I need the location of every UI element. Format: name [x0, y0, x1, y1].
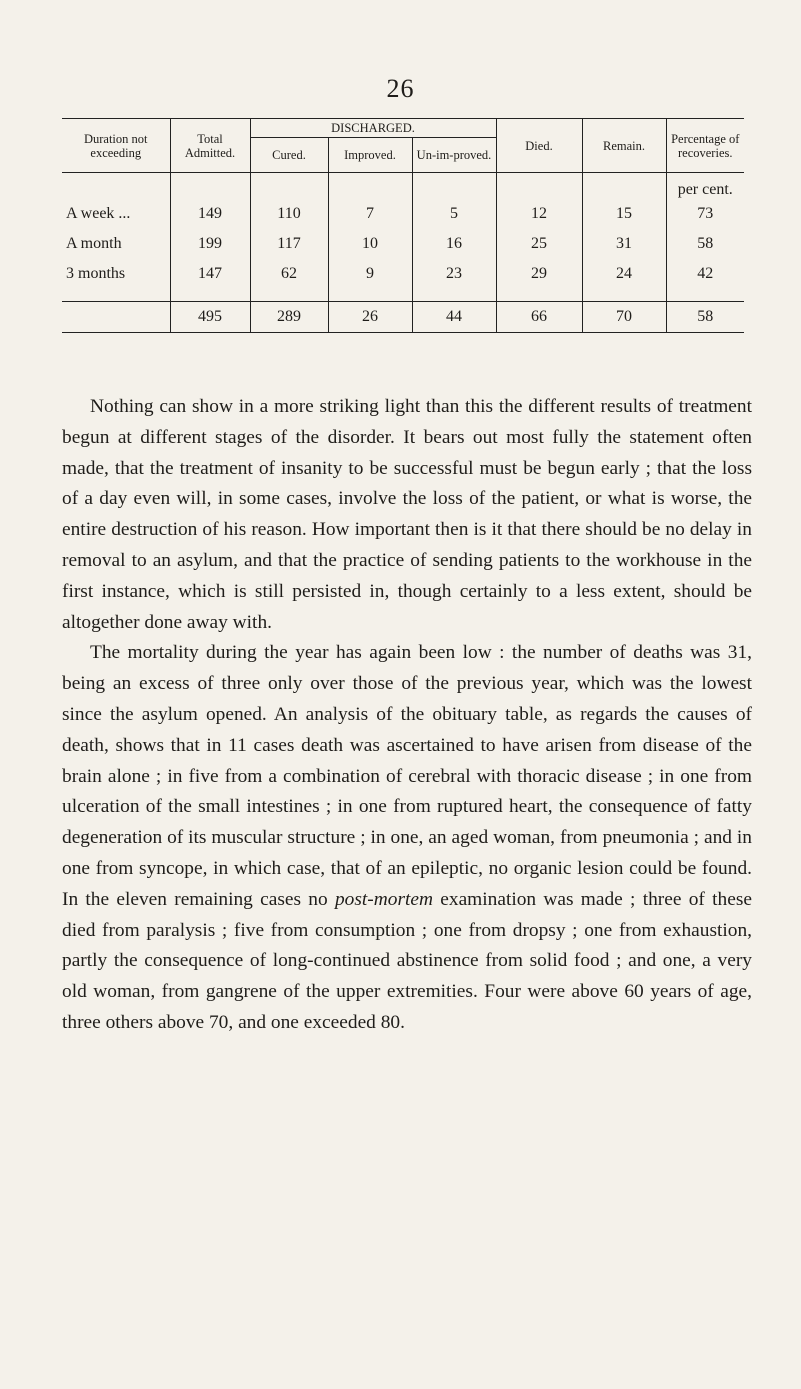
- cell-percentage: 58: [697, 235, 714, 252]
- header-duration: Duration not exceeding: [62, 119, 170, 173]
- mortality-text-before: The mortality during the year has again been low : the number of deaths was 31, being an excess of three only over those of the previous year, which was the lowest since the asylum opened. An analysis of the obituary table, as regards the causes of death, shows that in 11 cases death was ascertained to have arisen from disease of the brain alone ; in five from a combination of cerebral with thoracic disease ; in one from ulceration of the small intestines ; in one from ruptured heart, the consequence of fatty degeneration of its muscular structure ; in one, an aged woman, from pneumonia ; and in one from syncope, in which case, that of an epileptic, no organic lesion could be found. In the eleven remaining cases no: [62, 642, 752, 910]
- header-cured: Cured.: [250, 138, 328, 173]
- table-row: [62, 229, 744, 259]
- paragraph-treatment: Nothing can show in a more striking light than this the different results of treatment begun at different stages of the disorder. It bears out most fully the statement often made, that the treatment of insanity to be successful must be begun early ; that the loss of a day even will, in some cases, involve the loss of the patient, or what is worse, the entire destruction of his reason. How important then is it that there should be no delay in removal to an asylum, and that the practice of sending patients to the workhouse in the first instance, which is still persisted in, though certainly to a less extent, should be altogether done away with.: [62, 396, 752, 633]
- cell-improved: 7: [328, 199, 412, 229]
- total-improved: 26: [328, 302, 412, 333]
- header-died: Died.: [496, 119, 582, 173]
- admissions-table: [62, 118, 744, 333]
- post-mortem-term: post-mortem: [334, 888, 433, 910]
- table-row: [62, 259, 744, 289]
- header-total-admitted: Total Admitted.: [170, 119, 250, 173]
- total-died: 66: [496, 302, 582, 333]
- cell-died: 29: [496, 259, 582, 289]
- cell-total: 149: [170, 199, 250, 229]
- totals-row: [62, 302, 744, 333]
- total-unimproved: 44: [412, 302, 496, 333]
- header-improved: Improved.: [328, 138, 412, 173]
- total-percentage: 58: [666, 302, 744, 333]
- cell-cured: 110: [250, 199, 328, 229]
- cell-unimproved: 23: [412, 259, 496, 289]
- total-cured: 289: [250, 302, 328, 333]
- cell-cured: 117: [250, 229, 328, 259]
- unit-label: per cent.: [677, 181, 733, 198]
- cell-remain: 31: [582, 229, 666, 259]
- totals-label: [62, 302, 170, 333]
- cell-died: 25: [496, 229, 582, 259]
- header-unimproved: Un-im-proved.: [412, 138, 496, 173]
- header-percentage: Percentage of recoveries.: [666, 119, 744, 173]
- body-text: [62, 392, 752, 1039]
- header-remain: Remain.: [582, 119, 666, 173]
- cell-improved: 10: [328, 229, 412, 259]
- cell-cured: 62: [250, 259, 328, 289]
- row-label: A week ...: [62, 199, 170, 229]
- mortality-text-after: examination was made ; three of these died from paralysis ; five from consumption ; one from dropsy ; one from exhaustion, partly the consequence of long-continued abstinence from solid food ; and one, a very old woman, from gangrene of the upper extremities. Four were above 60 years of age, three others above 70, and one exceeded 80.: [62, 888, 752, 1033]
- cell-remain: 15: [582, 199, 666, 229]
- row-label: A month: [62, 229, 170, 259]
- table-row: [62, 199, 744, 229]
- cell-improved: 9: [328, 259, 412, 289]
- header-discharged: DISCHARGED.: [250, 119, 496, 138]
- cell-percentage: 42: [697, 265, 714, 282]
- cell-percentage: 73: [697, 205, 714, 222]
- cell-died: 12: [496, 199, 582, 229]
- cell-unimproved: 16: [412, 229, 496, 259]
- cell-unimproved: 5: [412, 199, 496, 229]
- cell-remain: 24: [582, 259, 666, 289]
- total-remain: 70: [582, 302, 666, 333]
- paragraph-mortality: [62, 638, 752, 1038]
- page-number: 26: [386, 74, 415, 103]
- total-admitted: 495: [170, 302, 250, 333]
- row-label: 3 months: [62, 259, 170, 289]
- cell-total: 147: [170, 259, 250, 289]
- cell-total: 199: [170, 229, 250, 259]
